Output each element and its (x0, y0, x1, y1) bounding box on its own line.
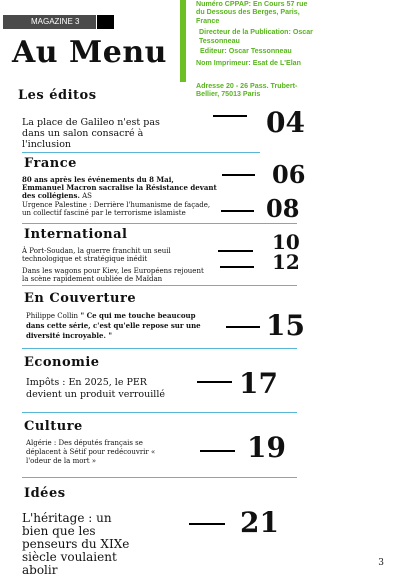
culture-item-text: Algérie : Des députés français se déplacent à Sétif pour redécouvrir « l'odeur de la mort » (26, 439, 156, 465)
international-item-2-leader-dash (220, 266, 254, 268)
magazine-tag (3, 15, 96, 29)
economie-item-text: Impôts : En 2025, le PER devient un produit verrouillé (26, 377, 166, 400)
section-heading-culture: Culture (24, 419, 83, 434)
culture-page-number: 19 (247, 431, 286, 464)
france-item-1-bold: 80 ans après les événements du 8 Mai, Emmanuel Macron sacralise la Résistance devant des collégiens. (22, 175, 217, 200)
international-item-2-page-number: 12 (272, 250, 300, 274)
divider-france (22, 223, 297, 224)
section-heading-idees: Idées (24, 486, 66, 501)
couverture-item-quote: " Ce qui me touche beaucoup dans cette série, c'est qu'elle repose sur une diversité incroyable. " (26, 311, 201, 340)
tag-black-block (97, 15, 114, 29)
editos-page-number: 04 (266, 106, 305, 139)
france-item-1-text (22, 176, 218, 200)
international-item-1-leader-dash (218, 250, 253, 252)
couverture-leader-dash (226, 326, 260, 328)
international-item-1-text: À Port-Soudan, la guerre franchit un seuil technologique et stratégique inédit (22, 247, 171, 263)
section-heading-international: International (24, 227, 128, 242)
economie-leader-dash (197, 381, 232, 383)
idees-item-text: L'héritage : un bien que les penseurs du XIXe siècle voulaient abolir (22, 511, 130, 577)
imprint-adresse: Adresse 20 - 26 Pass. Trubert-Bellier, 75013 Paris (196, 82, 298, 99)
france-item-2-leader-dash (221, 210, 254, 212)
idees-page-number: 21 (240, 506, 279, 539)
couverture-page-number: 15 (266, 309, 305, 342)
divider-editos (22, 152, 260, 153)
idees-leader-dash (189, 523, 225, 525)
france-item-1-rest: AS (79, 192, 92, 200)
imprint-imprimeur: Nom Imprimeur: Esat de L'Elan (196, 59, 301, 68)
imprint-directeur: Directeur de la Publication: Oscar Tessonneau (199, 28, 313, 45)
section-heading-couverture: En Couverture (24, 291, 137, 306)
editos-leader-dash (213, 115, 247, 117)
section-heading-france: France (24, 156, 77, 171)
imprint-numero: Numéro CPPAP: En Cours 57 rue du Dessous des Berges, Paris, France (196, 0, 308, 25)
france-item-1-leader-dash (222, 174, 255, 176)
economie-page-number: 17 (239, 367, 278, 400)
imprint-editeur: Editeur: Oscar Tessonneau (200, 47, 292, 56)
international-item-1-page-number: 10 (272, 230, 300, 254)
divider-international (22, 285, 297, 286)
couverture-item-text (26, 311, 204, 341)
magazine-tag-label: MAGAZINE 3 (31, 17, 80, 26)
france-item-2-page-number: 08 (266, 194, 300, 223)
france-item-2-text: Urgence Palestine : Derrière l'humanisme de façade, un collectif fasciné par le terrorisme islamiste (22, 201, 211, 217)
page-title: Au Menu (12, 35, 167, 70)
imprint-box (180, 0, 315, 82)
section-heading-economie: Economie (24, 355, 100, 370)
france-item-1-page-number: 06 (272, 160, 306, 189)
divider-couverture (22, 348, 297, 349)
international-item-2-text: Dans les wagons pour Kiev, les Européens rejouent la scène rapidement oubliée de Maïdan (22, 267, 204, 283)
culture-leader-dash (200, 450, 235, 452)
editos-item-text: La place de Galileo n'est pas dans un salon consacré à l'inclusion (22, 117, 160, 150)
section-heading-editos: Les éditos (18, 88, 97, 103)
divider-culture (22, 477, 297, 478)
couverture-item-name: Philippe Collin (26, 312, 79, 320)
divider-economie (22, 412, 297, 413)
page-folio: 3 (378, 558, 384, 568)
